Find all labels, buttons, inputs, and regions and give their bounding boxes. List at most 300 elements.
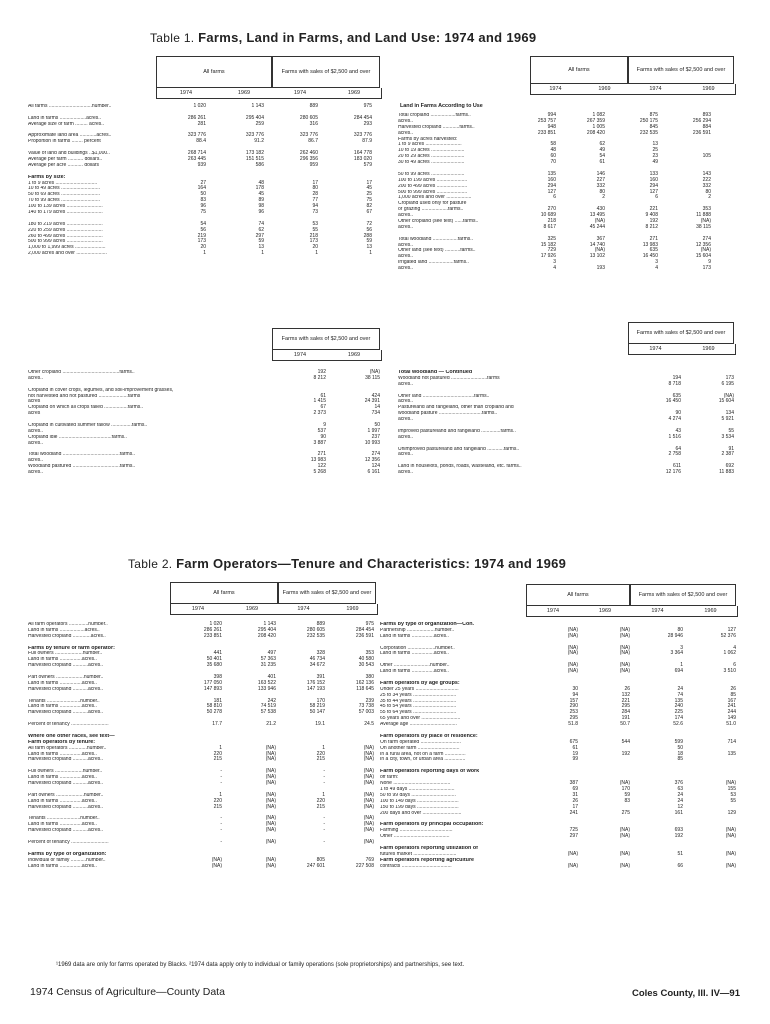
- cell-value: 233 851: [537, 129, 556, 136]
- row-label: acres..: [28, 458, 44, 464]
- cell-value: -: [323, 815, 325, 822]
- cell-value: 286 261: [187, 114, 206, 121]
- row-label: On farm operated .............................: [380, 739, 461, 745]
- cell-value: 160: [547, 176, 556, 183]
- cell-value: 38 115: [365, 374, 380, 381]
- cell-value: 220: [316, 750, 325, 757]
- cell-value: (NA): [211, 862, 222, 869]
- cell-value: 82: [366, 203, 372, 210]
- cell-value: 232 535: [306, 632, 325, 639]
- row-label: Full owners ....................number..: [28, 651, 103, 657]
- cell-value: (NA): [363, 774, 374, 781]
- row-label: Average size of farm ......... acres..: [28, 121, 105, 127]
- cell-value: 8 617: [543, 223, 556, 230]
- cell-value: 286 261: [203, 626, 222, 633]
- cell-value: 1: [261, 250, 264, 257]
- cell-value: 161: [674, 809, 683, 816]
- cell-value: 24.5: [364, 721, 374, 728]
- row-label: acres..: [398, 381, 414, 387]
- cell-value: 51: [677, 850, 683, 857]
- cell-value: 220: [316, 797, 325, 804]
- cell-value: 16 450: [665, 398, 681, 405]
- cell-value: (NA): [363, 838, 374, 845]
- row-label: 180 to 219 acres ..........................: [28, 221, 103, 227]
- year: 1969: [598, 608, 612, 614]
- cell-value: 241: [727, 703, 736, 710]
- row-label: In a rural area, not on a farm ...............: [380, 751, 466, 757]
- cell-value: 24: [677, 797, 683, 804]
- row-label: acres..: [398, 417, 414, 423]
- row-label: Land in farms ................acres..: [380, 651, 449, 657]
- cell-value: 221: [649, 206, 658, 213]
- cell-value: 579: [363, 161, 372, 168]
- cell-value: (NA): [265, 774, 276, 781]
- cell-value: (NA): [567, 632, 578, 639]
- cell-value: 26: [730, 685, 736, 692]
- cell-value: 57 538: [260, 709, 276, 716]
- row-label: Approximate land area ............acres..: [28, 133, 112, 139]
- row-label: Land in farms ................acres..: [28, 822, 97, 828]
- t1-left-header-all: All farms: [156, 56, 272, 88]
- row-label: 1,000 acres and over ..................: [398, 195, 472, 201]
- cell-value: 975: [363, 103, 372, 109]
- cell-value: 62: [599, 141, 605, 148]
- row-label: Farms by type of organization—Con.: [380, 622, 475, 627]
- cell-value: 173: [309, 238, 318, 245]
- cell-value: 192: [621, 750, 630, 757]
- cell-value: 52.6: [673, 721, 683, 728]
- cell-value: (NA): [619, 668, 630, 675]
- year: 1969: [704, 608, 717, 614]
- cell-value: 176 152: [306, 679, 325, 686]
- cell-value: 49: [652, 159, 658, 166]
- cell-value: 769: [365, 856, 374, 863]
- row-label: Land in farms ................acres..: [28, 751, 97, 757]
- cell-value: (NA): [619, 632, 630, 639]
- cell-value: 75: [200, 209, 206, 216]
- cell-value: 219: [197, 232, 206, 239]
- cell-value: 178: [255, 185, 264, 192]
- cell-value: 80: [599, 188, 605, 195]
- row-label: 100 to 199 acres ......................: [398, 177, 468, 183]
- cell-value: 9 408: [645, 212, 658, 219]
- cell-value: 58 810: [206, 703, 222, 710]
- cell-value: 328: [316, 650, 325, 657]
- cell-value: 220: [213, 797, 222, 804]
- row-label: 1 to 9 acres ..........................: [398, 142, 462, 148]
- cell-value: 215: [213, 803, 222, 810]
- cell-value: 611: [673, 463, 681, 470]
- cell-value: 734: [371, 410, 380, 417]
- row-label: acres..: [398, 130, 414, 136]
- t2-left-years: [170, 604, 378, 615]
- row-label: off farm:: [380, 775, 399, 781]
- cell-value: (NA): [619, 780, 630, 787]
- row-label: Unimproved pastureland and rangeland ............farms..: [398, 446, 520, 452]
- cell-value: 8 212: [313, 374, 326, 381]
- cell-value: 232 535: [639, 129, 658, 136]
- cell-value: 53: [312, 220, 318, 227]
- cell-value: (NA): [369, 369, 380, 375]
- cell-value: 222: [702, 176, 711, 183]
- cell-value: 424: [371, 392, 380, 399]
- cell-value: -: [323, 838, 325, 845]
- cell-value: 227 508: [355, 862, 374, 869]
- table2-title-prefix: Table 2.: [128, 557, 173, 571]
- cell-value: 8 212: [645, 223, 658, 230]
- t2-right-rows: [380, 622, 736, 869]
- cell-value: 12: [677, 803, 683, 810]
- cell-value: (NA): [363, 744, 374, 751]
- cell-value: 194: [672, 374, 681, 381]
- cell-value: 15 604: [695, 253, 711, 260]
- row-label: Land in farms ................acres..: [28, 798, 97, 804]
- cell-value: 56: [366, 226, 372, 233]
- t1-left-header-sales: Farms with sales of $2,500 and over: [272, 56, 380, 88]
- cell-value: 725: [569, 827, 578, 834]
- cell-value: 376: [674, 780, 683, 787]
- cell-value: 74: [677, 691, 683, 698]
- cell-value: 96: [258, 209, 264, 216]
- cell-value: 3: [655, 259, 658, 266]
- cell-value: 845: [649, 123, 658, 130]
- cell-value: (NA): [619, 827, 630, 834]
- cell-value: 87.9: [362, 138, 372, 145]
- cell-value: 46 734: [309, 656, 325, 663]
- row-label: 10 to 49 acres ............................: [28, 186, 100, 192]
- cell-value: 12 356: [364, 457, 380, 464]
- year: 1969: [347, 90, 361, 96]
- cell-value: -: [220, 768, 222, 775]
- cell-value: 274: [702, 235, 711, 242]
- cell-value: 74 519: [260, 703, 276, 710]
- cell-value: (NA): [700, 218, 711, 225]
- cell-value: 1: [315, 250, 318, 257]
- cell-value: 23: [652, 153, 658, 160]
- cell-value: 59: [624, 791, 630, 798]
- row-label: acres..: [398, 452, 414, 458]
- cell-value: 74: [258, 220, 264, 227]
- cell-value: 35 680: [206, 662, 222, 669]
- row-label: Woodland pastured ..................................farms..: [28, 464, 136, 470]
- cell-value: -: [323, 821, 325, 828]
- cell-value: 20: [200, 244, 206, 251]
- row-label: Part owners ....................number..: [28, 792, 104, 798]
- cell-value: (NA): [363, 750, 374, 757]
- cell-value: 1 062: [723, 650, 736, 657]
- row-label: Total cropland ..................farms..: [398, 113, 471, 118]
- cell-value: (NA): [265, 827, 276, 834]
- row-label: 200 to 499 acres ......................: [398, 183, 468, 189]
- row-label: Farm operators by tenure:: [28, 739, 96, 745]
- cell-value: 635: [649, 247, 658, 254]
- t1-left-years: [156, 88, 382, 99]
- cell-value: 325: [547, 235, 556, 242]
- cell-value: 293: [363, 120, 372, 127]
- row-label: Proportion in farms ........ percent: [28, 139, 101, 145]
- cell-value: 127: [547, 188, 556, 195]
- row-label: Individual or family ...........number..: [28, 857, 106, 863]
- cell-value: 1: [680, 662, 683, 669]
- year: 1974: [191, 606, 205, 612]
- cell-value: (NA): [567, 668, 578, 675]
- cell-value: 208 420: [257, 632, 276, 639]
- cell-value: 61: [320, 392, 326, 399]
- cell-value: 24: [677, 685, 683, 692]
- cell-value: 14: [374, 404, 380, 411]
- cell-value: (NA): [363, 815, 374, 822]
- cell-value: 64: [675, 445, 681, 452]
- cell-value: 66: [677, 862, 683, 869]
- cell-value: 380: [365, 674, 374, 681]
- row-label: 50 to 99 acres ........................: [398, 171, 465, 177]
- t2-right-header-all: All farms: [526, 584, 630, 606]
- cell-value: 51.0: [726, 721, 736, 728]
- cell-value: 323 776: [187, 132, 206, 139]
- cell-value: 271: [649, 235, 658, 242]
- cell-value: 12 176: [665, 469, 681, 476]
- cell-value: 57 363: [260, 656, 276, 663]
- cell-value: 77: [312, 197, 318, 204]
- row-label: acres..: [28, 375, 44, 381]
- cell-value: 693: [674, 827, 683, 834]
- cell-value: (NA): [594, 218, 605, 225]
- cell-value: 173: [702, 265, 711, 272]
- cell-value: 60: [550, 153, 556, 160]
- cell-value: 2 387: [721, 451, 734, 458]
- row-label: Improved pastureland and rangeland ..............farms..: [398, 428, 516, 434]
- cell-value: 34 672: [309, 662, 325, 669]
- cell-value: 1 415: [313, 398, 326, 405]
- cell-value: 11 888: [696, 212, 711, 219]
- cell-value: 805: [316, 856, 325, 863]
- cell-value: 149: [727, 715, 736, 722]
- cell-value: 994: [547, 112, 556, 118]
- row-label: Percent of tenancy ...........................: [28, 839, 109, 845]
- row-label: Farming ......................................: [380, 828, 453, 834]
- cell-value: 17: [312, 179, 318, 186]
- table2-title-main: Farm Operators—Tenure and Characteristics: 1974 and 1969: [176, 556, 567, 571]
- cell-value: 290: [569, 703, 578, 710]
- cell-value: 18: [677, 750, 683, 757]
- year: 1969: [702, 86, 715, 92]
- cell-value: 675: [569, 738, 578, 745]
- cell-value: 1: [322, 791, 325, 798]
- footer-page-ref: Coles County, Ill. IV—91: [631, 988, 740, 999]
- cell-value: 267 359: [586, 117, 605, 124]
- row-label: Farm operators reporting utilization of: [380, 845, 478, 851]
- row-label: Harvested cropland ............farms..: [398, 124, 475, 130]
- cell-value: 50.7: [620, 721, 630, 728]
- cell-value: 4: [553, 265, 556, 272]
- cell-value: (NA): [594, 247, 605, 254]
- row-label: Other ..........................number..: [380, 663, 450, 669]
- cell-value: (NA): [725, 833, 736, 840]
- cell-value: 173: [725, 374, 734, 381]
- cell-value: 26: [624, 685, 630, 692]
- cell-value: 1: [322, 744, 325, 751]
- row-label: Harvested cropland ...........acres..: [28, 781, 104, 787]
- cell-value: 20: [312, 244, 318, 251]
- row-label: 150 to 199 days ..............................: [380, 804, 459, 810]
- cell-value: 21.2: [266, 721, 276, 728]
- cell-value: 353: [702, 206, 711, 213]
- cell-value: -: [323, 768, 325, 775]
- cell-value: 5 921: [721, 416, 734, 423]
- cell-value: (NA): [619, 833, 630, 840]
- cell-value: 50: [374, 422, 380, 429]
- cell-value: 98: [258, 203, 264, 210]
- row-label: acres..: [398, 266, 414, 272]
- row-label: Pastureland and rangeland, other than cropland and: [398, 405, 514, 411]
- cell-value: 45 244: [589, 223, 605, 230]
- cell-value: 1: [369, 250, 372, 257]
- cell-value: 2 373: [313, 410, 326, 417]
- cell-value: 43: [675, 427, 681, 434]
- cell-value: 497: [267, 650, 276, 657]
- cell-value: 127: [727, 626, 736, 633]
- cell-value: 295 404: [245, 114, 264, 121]
- cell-value: 227: [596, 176, 605, 183]
- row-label: not harvested and not pastured .....................farms: [28, 393, 141, 399]
- cell-value: 1 143: [251, 103, 264, 109]
- cell-value: 124: [371, 463, 380, 470]
- row-label: Cropland in cover crops, legumes, and soil-improvement grasses,: [28, 387, 174, 393]
- row-label: Farm operators reporting agriculture: [380, 857, 475, 863]
- cell-value: 8 718: [668, 380, 681, 387]
- year: 1974: [651, 608, 664, 614]
- year: 1974: [293, 352, 307, 358]
- cell-value: -: [220, 827, 222, 834]
- row-label: contracts ....................................: [380, 863, 452, 869]
- cell-value: 13: [652, 141, 658, 148]
- cell-value: 240: [674, 703, 683, 710]
- cell-value: (NA): [619, 862, 630, 869]
- row-label: Tenants ........................number..: [28, 698, 100, 704]
- cell-value: 19: [572, 750, 578, 757]
- row-label: Harvested cropland ...........acres..: [28, 686, 104, 692]
- cell-value: 215: [316, 756, 325, 763]
- cell-value: 959: [309, 161, 318, 168]
- t2-left-header-all: All farms: [170, 582, 278, 604]
- cell-value: -: [323, 780, 325, 787]
- cell-value: 48: [550, 147, 556, 154]
- cell-value: 31: [572, 791, 578, 798]
- row-label: Under 25 years ...............................: [380, 686, 459, 692]
- cell-value: 13 983: [642, 241, 658, 248]
- cell-value: 225: [674, 709, 683, 716]
- cell-value: 284 454: [353, 114, 372, 121]
- cell-value: 297: [255, 232, 264, 239]
- cell-value: 1 082: [592, 112, 605, 118]
- cell-value: 3 534: [721, 433, 734, 440]
- cell-value: 1 020: [193, 103, 206, 109]
- cell-value: (NA): [725, 780, 736, 787]
- cell-value: 441: [213, 650, 222, 657]
- cell-value: 27: [200, 179, 206, 186]
- row-label: Farms by type of organization:: [28, 851, 107, 857]
- row-label: 2,000 acres and over ......................: [28, 251, 107, 257]
- cell-value: 30 543: [358, 662, 374, 669]
- cell-value: 2: [602, 194, 605, 201]
- row-label: Tenants ........................number..: [28, 816, 100, 822]
- row-label: 500 to 999 acres ......................: [398, 189, 468, 195]
- row-label: acres: [28, 411, 41, 417]
- cell-value: 38 115: [696, 223, 711, 230]
- row-label: 1,000 to 1,999 acres ......................: [28, 245, 106, 251]
- cell-value: 143: [702, 170, 711, 177]
- table1-title: [150, 30, 536, 45]
- cell-value: 30: [572, 685, 578, 692]
- row-label: Land in farms ................acres..: [28, 775, 97, 781]
- cell-value: 294: [547, 182, 556, 189]
- cell-value: (NA): [265, 856, 276, 863]
- cell-value: (NA): [265, 791, 276, 798]
- t1-lower-left-rows: [28, 370, 380, 476]
- row-label: 260 to 499 acres ..........................: [28, 233, 103, 239]
- row-label: acres: [28, 399, 41, 405]
- row-label: 35 to 44 years ...............................: [380, 698, 457, 704]
- table-row: [398, 470, 734, 476]
- cell-value: 12 356: [695, 241, 711, 248]
- row-label: Harvested cropland ...........acres..: [28, 663, 104, 669]
- row-label: Harvested cropland ...........acres..: [28, 757, 104, 763]
- cell-value: 53: [730, 791, 736, 798]
- cell-value: 164 778: [353, 150, 372, 157]
- cell-value: -: [220, 815, 222, 822]
- cell-value: (NA): [700, 247, 711, 254]
- row-label: 100 to 139 acres ..........................: [28, 204, 103, 210]
- cell-value: 237: [371, 433, 380, 440]
- cell-value: 83: [624, 797, 630, 804]
- cell-value: 17.7: [212, 721, 222, 728]
- cell-value: 181: [213, 697, 222, 704]
- cell-value: (NA): [363, 756, 374, 763]
- cell-value: 288: [363, 232, 372, 239]
- cell-value: 13 102: [589, 253, 605, 260]
- cell-value: 157: [569, 697, 578, 704]
- cell-value: 387: [569, 780, 578, 787]
- t1-right-header-all: All farms: [530, 56, 628, 84]
- cell-value: 975: [365, 621, 374, 627]
- cell-value: 73: [312, 209, 318, 216]
- cell-value: 5 268: [313, 469, 326, 476]
- cell-value: (NA): [619, 650, 630, 657]
- row-label: 30 to 49 acres ........................: [398, 160, 465, 166]
- cell-value: 1: [219, 791, 222, 798]
- cell-value: 884: [702, 123, 711, 130]
- cell-value: 40 580: [358, 656, 374, 663]
- cell-value: 67: [320, 404, 326, 411]
- cell-value: (NA): [363, 797, 374, 804]
- cell-value: 85: [677, 756, 683, 763]
- t2-right-header-sales: Farms with sales of $2,500 and over: [630, 584, 736, 606]
- row-label: None .........................................: [380, 781, 451, 787]
- row-label: Cropland used only for pasture: [398, 201, 467, 207]
- cell-value: 80: [705, 188, 711, 195]
- cell-value: 73 738: [358, 703, 374, 710]
- cell-value: 247 601: [306, 862, 325, 869]
- cell-value: 86.7: [308, 138, 318, 145]
- cell-value: 401: [267, 674, 276, 681]
- cell-value: 296 356: [299, 156, 318, 163]
- row-label: Farm operators by age groups:: [380, 680, 460, 686]
- cell-value: 9: [708, 259, 711, 266]
- t2-left-header-sales: Farms with sales of $2,500 and over: [278, 582, 376, 604]
- cell-value: 295: [569, 715, 578, 722]
- row-label: acres..: [398, 118, 414, 124]
- cell-value: (NA): [363, 827, 374, 834]
